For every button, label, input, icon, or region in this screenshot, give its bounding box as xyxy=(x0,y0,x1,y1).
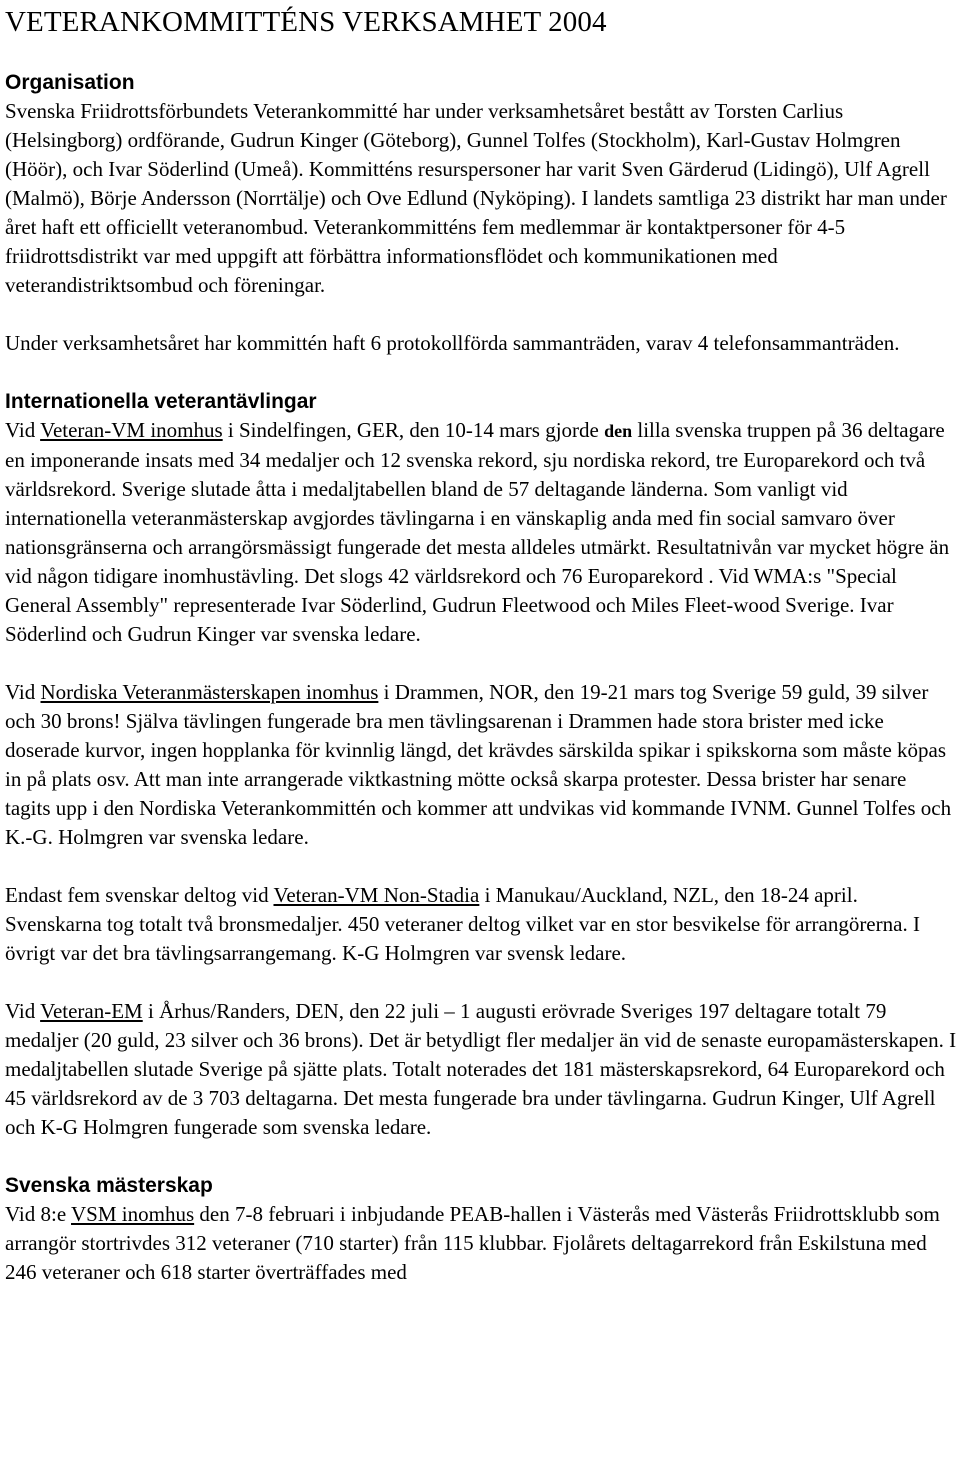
body-paragraph xyxy=(5,1200,957,1287)
section-heading: Organisation xyxy=(5,71,135,94)
text-run: i Århus/Randers, DEN, den 22 juli – 1 augusti erövrade Sveriges 197 deltagare totalt 79 medaljer (20 guld, 23 silver och 36 brons). Det är betydligt fler medaljer än vid de senaste europamästerskapen. I medaljtabellen slutade Sverige på sjätte plats. Totalt noterades det 181 mästerskapsrekord, 64 Europarekord och 45 världsrekord av de 3 703 deltagarna. Det mesta fungerade bra under tävlingarna. Gudrun Kinger, Ulf Agrell och K-G Holmgren fungerade som svenska ledare. xyxy=(5,999,957,1139)
text-run: Vid xyxy=(5,999,41,1023)
text-run: Svenska Friidrottsförbundets Veterankommitté har under verksamhetsåret bestått av Torsten Carlius (Helsingborg) ordförande, Gudrun Kinger (Göteborg), Gunnel Tolfes (Stockholm), Karl-Gustav Holmgren (Höör), och Ivar Söderlind (Umeå). Kommitténs resurspersoner har varit Sven Gärderud (Lidingö), Ulf Agrell (Malmö), Börje Andersson (Norrtälje) och Ove Edlund (Nyköping). I landets samtliga 23 distrikt har man under året haft ett officiellt veteranombud. Veterankommitténs fem medlemmar är kontaktpersoner för 4-5 friidrottsdistrikt var med uppgift att förbättra informationsflödet och kommunikationen med veterandistriktsombud och föreningar. xyxy=(5,99,947,297)
text-run: Vid 8:e xyxy=(5,1202,72,1226)
text-run: i Drammen, NOR, den 19-21 mars tog Sverige 59 guld, 39 silver och 30 brons! Själva tävlingen fungerade bra men tävlingsarenan i Drammen hade stora brister med icke doserade kurvor, ingen hopplanka för kvinnlig längd, det krävdes särskilda spikar i spikskorna som måste köpas in på plats osv. Att man inte arrangerade viktkastning mötte också skarpa protester. Dessa brister har senare tagits upp i den Nordiska Veterankommittén och kommer att undvikas vid kommande IVNM. Gunnel Tolfes och K.-G. Holmgren var svenska ledare. xyxy=(5,680,952,849)
paragraph-spacer xyxy=(5,649,957,678)
body-paragraph xyxy=(5,997,957,1142)
section-heading: Internationella veterantävlingar xyxy=(5,390,317,413)
text-run: i Manukau/Auckland, NZL, den 18-24 april. Svenskarna tog totalt två bronsmedaljer. 450 veteraner deltog vilket var en stor besvikelse för arrangörerna. I övrigt var det bra tävlingsarrangemang. K-G Holmgren var svensk ledare. xyxy=(5,883,920,965)
document-page xyxy=(5,0,957,1287)
paragraph-spacer xyxy=(5,852,957,881)
text-run: Vid xyxy=(5,418,41,442)
text-run: den 7-8 februari i inbjudande PEAB-hallen i Västerås med Västerås Friidrottsklubb som arrangör stortrivdes 312 veteraner (710 starter) från 115 klubbar. Fjolårets deltagarrekord från Eskilstuna med 246 veteraner och 618 starter överträffades med xyxy=(5,1202,940,1284)
body-paragraph xyxy=(5,416,957,649)
text-run: lilla svenska truppen på 36 deltagare en imponerande insats med 34 medaljer och 12 svenska rekord, sju nordiska rekord, tre Europarekord och två världsrekord. Sverige slutade åtta i medaljtabellen bland de 57 deltagande länderna. Som vanligt vid internationella veteranmästerskap avgjordes tävlingarna i en vänskaplig anda med fin social samvaro över nationsgränserna och arrangörsmässigt fungerade det mesta alldeles utmärkt. Resultatnivån var mycket högre än vid någon tidigare inomhustävling. Det slogs 42 världsrekord och 76 Europarekord . Vid WMA:s "Special General Assembly" representerade Ivar Söderlind, Gudrun Fleetwood och Miles Fleet-wood Sverige. Ivar Söderlind och Gudrun Kinger var svenska ledare. xyxy=(5,418,950,646)
underlined-event-name: Nordiska Veteranmästerskapen inomhus xyxy=(40,680,379,704)
document-title: VETERANKOMMITTÉNS VERKSAMHET 2004 xyxy=(5,6,607,38)
underlined-event-name: Veteran-VM inomhus xyxy=(40,418,223,442)
bold-text-run: den xyxy=(604,421,633,441)
title-spacer xyxy=(5,41,957,68)
document-body xyxy=(5,68,957,1287)
text-run: i Sindelfingen, GER, den 10-14 mars gjorde xyxy=(222,418,605,442)
body-paragraph xyxy=(5,329,957,358)
underlined-event-name: VSM inomhus xyxy=(71,1202,195,1226)
body-paragraph xyxy=(5,97,957,300)
text-run: Under verksamhetsåret har kommittén haft 6 protokollförda sammanträden, varav 4 telefonsammanträden. xyxy=(5,331,900,355)
text-run: Endast fem svenskar deltog vid xyxy=(5,883,274,907)
section-heading: Svenska mästerskap xyxy=(5,1174,213,1197)
paragraph-spacer xyxy=(5,300,957,329)
paragraph-spacer xyxy=(5,968,957,997)
body-paragraph xyxy=(5,678,957,852)
section-spacer xyxy=(5,358,957,387)
body-paragraph xyxy=(5,881,957,968)
text-run: Vid xyxy=(5,680,41,704)
underlined-event-name: Veteran-VM Non-Stadia xyxy=(273,883,480,907)
underlined-event-name: Veteran-EM xyxy=(40,999,143,1023)
section-spacer xyxy=(5,1142,957,1171)
